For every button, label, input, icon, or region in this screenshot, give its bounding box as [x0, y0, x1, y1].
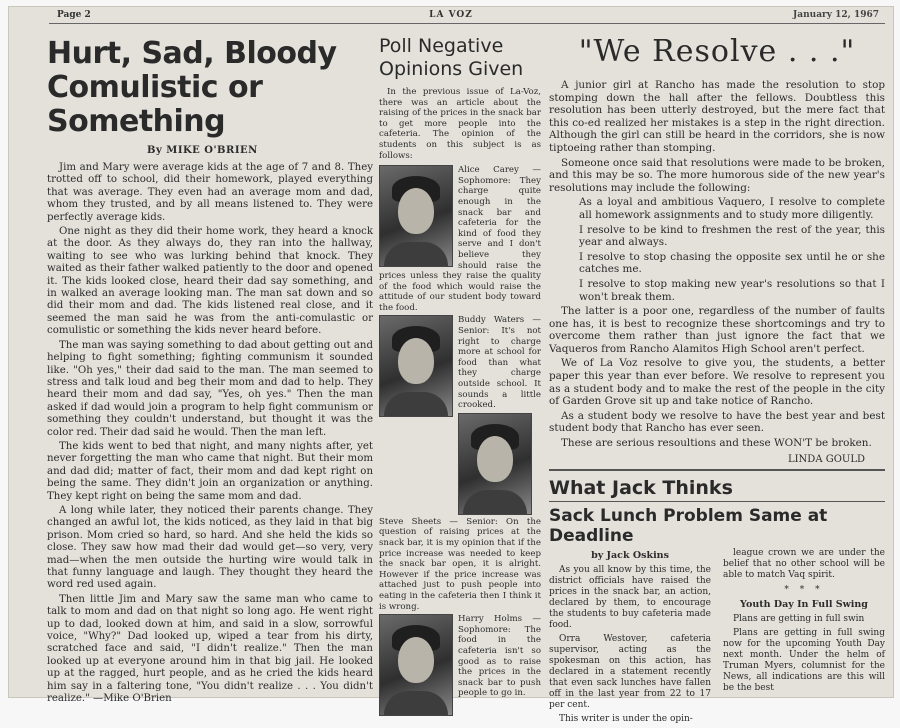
masthead-rule [49, 23, 885, 24]
youth-day-heading: Youth Day In Full Swing [740, 598, 868, 610]
article3-headline: "We Resolve . . ." [578, 34, 856, 69]
shoulders-shape [384, 392, 448, 416]
student-photo [458, 413, 532, 515]
section-stars: * * * [784, 584, 824, 595]
poll-entry-text: Buddy Waters — Senior: It's not right to charge more at school for food than what they charge outside school. It sounds a little crooked. [458, 315, 541, 411]
column-title-rule [549, 501, 885, 502]
article3-paragraph: A junior girl at Rancho has made the resolution to stop stomping down the hall after the fellows. Doubtless this resolution has been utterly destroyed, but the mere fact that this co-ed realized her mistakes is a step in the right direction. Although the girl can still be heard in the corridors, she is now tiptoeing rather than stomping. [549, 79, 885, 154]
column-paragraph: Plans are getting in full swin [733, 613, 865, 624]
column-title: What Jack Thinks [549, 476, 733, 499]
article3-paragraph: We of La Voz resolve to give you, the students, a better paper this year than ever before. We resolve to represent you as a student body and to make the rest of the people in the city of Garden Grove sit up and take notice of Rancho. [549, 357, 885, 408]
page-number: Page 2 [57, 10, 91, 20]
resolution-item: As a loyal and ambitious Vaquero, I resolve to complete all homework assignments and to study more diligently. [579, 196, 885, 221]
newspaper-page [8, 6, 894, 724]
student-photo [379, 165, 453, 267]
column-paragraph: league crown we are under the belief that no other school will be able to match Vaq spirit. [723, 547, 885, 580]
article-resolve [549, 31, 885, 724]
article3-paragraph: These are serious resoultions and these WON'T be broken. [561, 437, 872, 450]
article1-title-line2: Comulistic or Something [47, 70, 263, 139]
masthead [9, 7, 893, 23]
article3-paragraph: The latter is a poor one, regardless of the number of faults one has, it is best to recognize these shortcomings and try to overcome them rather than just ignore the fact that we Vaqueros from Rancho Alamitos High School aren't perfect. [549, 305, 885, 355]
poll-intro: In the previous issue of La-Voz, there was an article about the raising of the prices in the snack bar to get more people into the cafeteria. The opinion of the students on this subject is as follows: [379, 87, 541, 161]
article3-paragraph: As a student body we resolve to have the best year and best student body that Rancho has ever seen. [549, 409, 885, 435]
resolution-item: I resolve to be kind to freshmen the rest of the year, this year and always. [579, 223, 885, 249]
poll-entry [379, 165, 541, 313]
article3-paragraph: Someone once said that resolutions were made to be broken, and this may be so. The more humorous side of the new year's resolutions may include the following: [549, 156, 885, 194]
student-photo [379, 614, 453, 716]
issue-date: January 12, 1967 [793, 10, 879, 20]
shoulders-shape [384, 691, 448, 715]
article1-body [47, 162, 373, 705]
poll-entry [379, 315, 541, 410]
column-body [549, 548, 885, 728]
article-poll [379, 31, 541, 697]
shoulders-shape [384, 242, 448, 266]
student-photo [379, 315, 453, 417]
face-shape [398, 637, 434, 683]
article1-paragraph: A long while later, they noticed their parents change. They changed an awful lot, the kids noticed, as they laid in that big prison. Mom cried so hard, so hard. And she held the kids so close. They saw how mad their dad would get—so very, very mad—when the men outside the hurting wire would talk in that funny language and laugh. They thought they heard the word red used again. [47, 504, 373, 591]
column-headline: Sack Lunch Problem Same at Deadline [549, 505, 828, 546]
column-left [549, 548, 711, 728]
article1-paragraph: Jim and Mary were average kids at the age of 7 and 8. They trotted off to school, did their homework, played everything that was average. They even had an average mom and dad, whom they trusted, and by all means listened to. They were perfectly average kids. [47, 162, 373, 223]
face-shape [398, 338, 434, 384]
article1-paragraph: The man was saying something to dad about getting out and helping to fight something; fighting communism it sounded like. "Oh yes," their dad said to the man. The man seemed to stress and talk loud and beg their mom and dad to help. They heard their mom and dad say, "Yes, oh yes." Then the man asked if dad would join a program to help fight communism or something they couldn't understand, but thought it was the color red. Their dad said he would. Then the man left. [47, 339, 373, 438]
article1-paragraph: The kids went to bed that night, and many nights after, yet never forgetting the man who came that night. But their mom and dad did; matter of fact, their mom and dad kept right on being the same. They didn't join an organization or anything. They kept right on being the same mom and dad. [47, 440, 373, 502]
article-hurt-sad [47, 31, 373, 705]
article1-paragraph: Then little Jim and Mary saw the same man who came to talk to mom and dad on that night so long ago. He went right up to dad, looked down at him, and said in a slow, sorrowful voice, "Why?" Dad looked up, wiped a tear from his dirty, scratched face and said, "I didn't realize." Then the man looked up at everyone around him in that big jail. He looked up at the ragged, hurt people, and as he cried the kids heard him say in a faltering tone, "You didn't realize . . . You didn't realize." —Mike O'Brien [47, 593, 373, 705]
poll-entry-text: Steve Sheets — Senior: On the question of raising prices at the snack bar, it is my opinion that if the price increase was needed to keep the snack bar open, it is alright. However if the price increase was attached just to push people into eating in the cafeteria then I think it is wrong. [379, 516, 541, 612]
article3-signature: LINDA GOULD [787, 453, 865, 465]
article2-headline [379, 35, 541, 81]
column-paragraph: This writer is under the opin- [559, 713, 693, 724]
shoulders-shape [463, 490, 527, 514]
column-paragraph: Plans are getting in full swing now for the upcoming Youth Day next month. Under the helm of Truman Myers, columnist for the News, all indications are this will be the best [723, 627, 885, 693]
article1-headline [47, 37, 373, 139]
article2-title-line1: Poll Negative [379, 35, 504, 57]
paper-name: LA VOZ [429, 10, 473, 20]
column-right [723, 548, 885, 728]
poll-entry-text: Alice Carey — Sophomore: They charge quite enough in the snack bar and cafeteria for the kind of food they serve and I don't believe they should raise the prices unless they raise the quality of the food which would raise the attitude of our student body toward the food. [379, 165, 541, 313]
article3-body [549, 79, 885, 450]
face-shape [398, 188, 434, 234]
column-paragraph: As you all know by this time, the district officials have raised the prices in the snack bar, an action, declared by them, to encourage the students to buy cafeteria made food. [549, 564, 711, 630]
article1-byline: By MIKE O'BRIEN [147, 145, 258, 156]
article1-title-line1: Hurt, Sad, Bloody [47, 36, 337, 71]
section-divider [549, 469, 885, 471]
article1-paragraph: One night as they did their home work, they heard a knock at the door. As they always do, they ran into the hallway, waiting to see who was lurking behind that knock. They waited as their father walked patiently to the door and opened it. The kids looked close, heard their dad say something, and in walked an average looking man. The man sat down and so did their mom and dad. The kids listened real close, and it seemed the man said he was from the anti-comulastic or comulistic or something the kids never heard before. [47, 226, 373, 337]
column-paragraph: Orra Westover, cafeteria supervisor, acting as the spokesman on this action, has declared in a statement recently that even sack lunches have fallen off in the last year from 22 to 17 per cent. [549, 633, 711, 710]
poll-entry-text: Harry Holms — Sophomore: The food in the cafeteria isn't so good as to raise the prices in the snack bar to push people to go in. [458, 614, 541, 699]
resolution-item: I resolve to stop making new year's resolutions so that I won't break them. [579, 277, 885, 303]
face-shape [477, 436, 513, 482]
poll-entry [379, 614, 541, 699]
article2-title-line2: Opinions Given [379, 58, 524, 80]
resolution-item: I resolve to stop chasing the opposite sex until he or she catches me. [579, 250, 885, 276]
poll-entry [379, 413, 541, 612]
column-byline: by Jack Oskins [591, 549, 669, 561]
